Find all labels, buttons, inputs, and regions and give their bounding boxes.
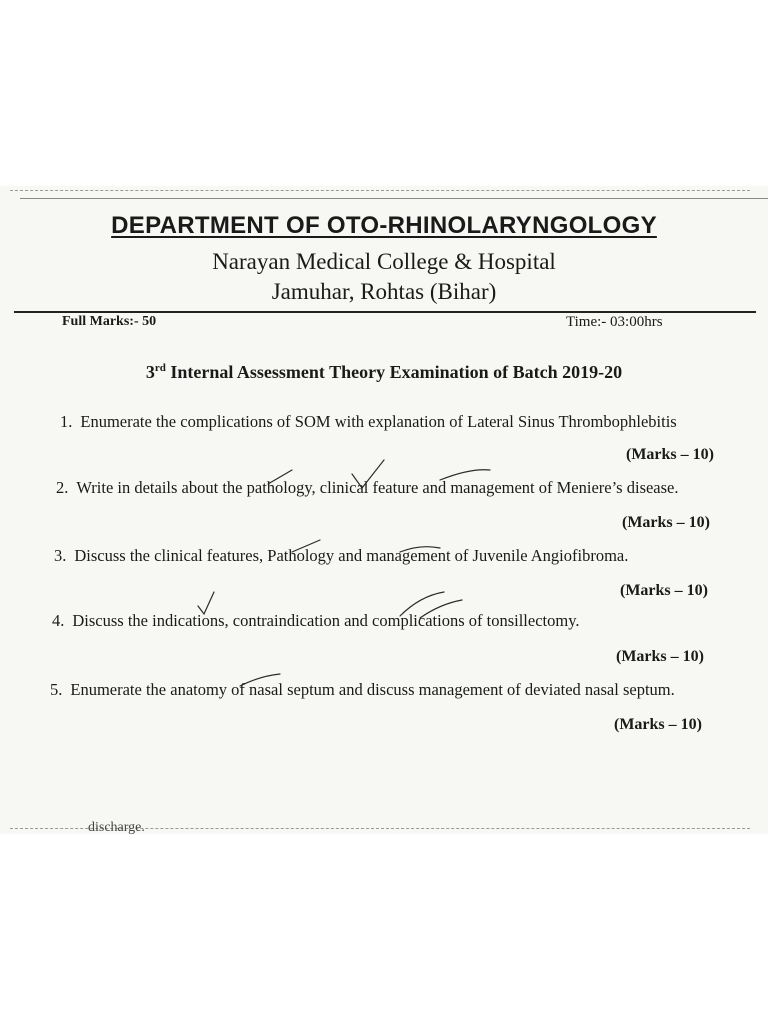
question-number: 3.	[54, 546, 67, 565]
college-location: Jamuhar, Rohtas (Bihar)	[271, 279, 497, 304]
cut-off-text: discharge.	[88, 820, 145, 835]
full-marks: Full Marks:- 50	[62, 314, 157, 329]
exam-title-text: Internal Assessment Theory Examination of Batch 2019-20	[165, 362, 623, 382]
pen-tick-9	[240, 674, 280, 686]
question-text: Discuss the clinical features, Pathology and management of Juvenile Angiofibroma.	[74, 546, 629, 565]
exam-time: Time:- 03:00hrs	[566, 314, 663, 330]
question-marks: (Marks – 10)	[626, 446, 714, 463]
question-number: 2.	[56, 478, 69, 497]
question-number: 4.	[52, 611, 65, 630]
exam-ordinal-suffix: rd	[154, 362, 166, 374]
pen-tick-4	[292, 540, 320, 552]
exam-ordinal: 3	[145, 362, 155, 382]
department-title: DEPARTMENT OF OTO-RHINOLARYNGOLOGY	[111, 212, 657, 239]
question-text: Enumerate the complications of SOM with explanation of Lateral Sinus Thrombophlebitis	[80, 412, 677, 431]
college-name: Narayan Medical College & Hospital	[212, 249, 556, 274]
question-number: 5.	[50, 680, 63, 699]
pen-tick-8	[420, 600, 462, 618]
question-marks: (Marks – 10)	[622, 514, 710, 531]
pen-tick-2	[352, 460, 384, 488]
question-marks: (Marks – 10)	[614, 716, 702, 733]
question-marks: (Marks – 10)	[620, 582, 708, 599]
pen-tick-1	[268, 470, 292, 484]
question-number: 1.	[60, 412, 73, 431]
question-text: Enumerate the anatomy of nasal septum and discuss management of deviated nasal septum.	[70, 680, 675, 699]
pen-tick-5	[400, 547, 440, 552]
pen-tick-7	[400, 592, 444, 616]
pen-tick-6	[198, 592, 214, 614]
question-text: Discuss the indications, contraindication and complications of tonsillectomy.	[72, 611, 580, 630]
question-marks: (Marks – 10)	[616, 648, 704, 665]
question-text: Write in details about the pathology, clinical feature and management of Meniere’s disease.	[76, 478, 679, 497]
pen-tick-3	[440, 470, 490, 480]
